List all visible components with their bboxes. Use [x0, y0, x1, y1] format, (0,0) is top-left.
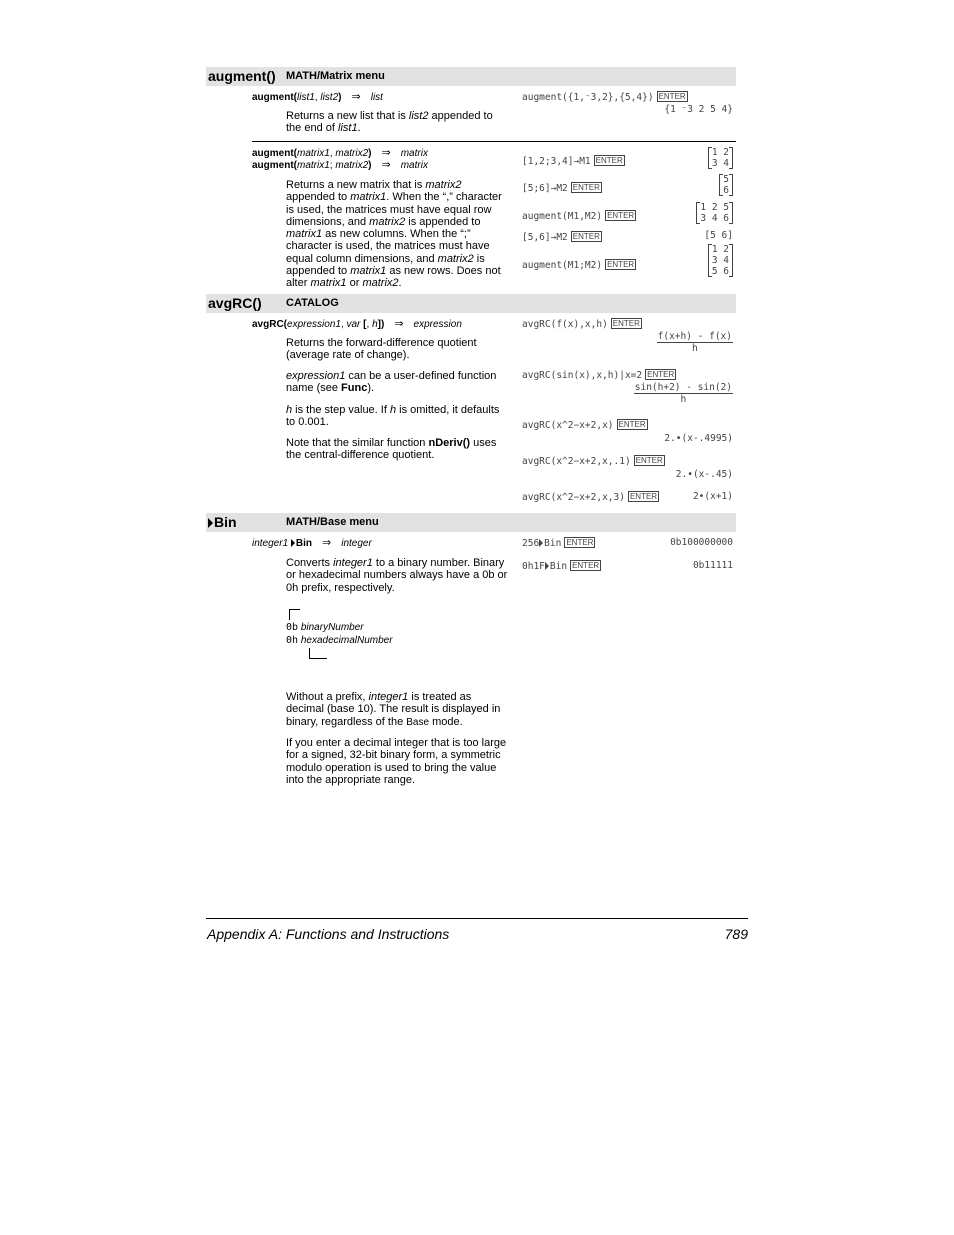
page-number: 789 — [724, 926, 748, 942]
implies-arrow-icon: ⇒ — [322, 537, 332, 549]
bracket-bottom-icon — [309, 648, 327, 659]
example-line: avgRC(sin(x),x,h)|x=2 ENTER — [522, 370, 675, 381]
description-avgrc-p1: Returns the forward-difference quotient (average rate of change). — [286, 337, 477, 362]
description-avgrc-p3: h is the step value. If h is omitted, it defaults to 0.001. — [286, 404, 500, 429]
enter-key-icon: ENTER — [572, 561, 600, 570]
example-line: [5;6]→M2 ENTER — [522, 183, 600, 194]
prefix-hex: 0h hexadecimalNumber — [286, 635, 393, 646]
convert-triangle-icon — [291, 539, 295, 547]
enter-key-icon: ENTER — [658, 92, 686, 101]
example-line: avgRC(x^2−x+2,x,3) ENTER — [522, 492, 658, 503]
syntax-augment-matrix-cols: augment(matrix1, matrix2) ⇒ matrix — [252, 147, 428, 159]
example-line: 0h1F Bin ENTER — [522, 561, 600, 572]
section-header-augment — [206, 67, 736, 86]
description-bin-p1: Converts integer1 to a binary number. Binary or hexadecimal numbers always have a 0b or 0h prefix, respectively. — [286, 557, 508, 594]
section-header-bin — [206, 513, 736, 532]
example-line: avgRC(x^2−x+2,x,.1) ENTER — [522, 456, 663, 467]
result-matrix: 1 2 3 4 5 6 — [708, 244, 733, 277]
menu-path: CATALOG — [286, 297, 339, 309]
enter-key-icon: ENTER — [647, 370, 675, 379]
result-value: 0b100000000 — [670, 537, 733, 548]
implies-arrow-icon: ⇒ — [381, 159, 391, 171]
example-line: augment(M1;M2) ENTER — [522, 260, 635, 271]
footer-title: Appendix A: Functions and Instructions — [207, 926, 450, 942]
enter-key-icon: ENTER — [612, 319, 640, 328]
syntax-augment-matrix-rows: augment(matrix1; matrix2) ⇒ matrix — [252, 159, 428, 171]
syntax-augment-list: augment(list1, list2) ⇒ list — [252, 91, 383, 103]
enter-key-icon: ENTER — [566, 538, 594, 547]
divider — [252, 141, 736, 142]
example-line: augment(M1,M2) ENTER — [522, 211, 635, 222]
result-value: 2.•(x-.4995) — [664, 433, 733, 444]
footer-rule — [206, 918, 748, 919]
result-value: 0b11111 — [692, 560, 733, 571]
result-fraction: $\frac{\sin(h+2) - \sin(2)}{h}$ — [634, 382, 732, 405]
example-line: [1,2;3,4]→M1 ENTER — [522, 156, 623, 167]
function-name: augment() — [208, 68, 276, 84]
enter-key-icon: ENTER — [572, 232, 600, 241]
result-fraction: $\frac{f(x+h) - f(x)}{h}$ — [657, 331, 732, 354]
result-matrix: 1 2 3 4 — [708, 147, 733, 169]
result-matrix: 1 2 5 3 4 6 — [696, 202, 733, 224]
syntax-avgrc: avgRC(expression1, var [, h]) ⇒ expression — [252, 318, 462, 330]
example-line: avgRC(x^2−x+2,x) ENTER — [522, 420, 646, 431]
enter-key-icon: ENTER — [607, 260, 635, 269]
implies-arrow-icon: ⇒ — [394, 318, 404, 330]
description-bin-p3: If you enter a decimal integer that is too large for a signed, 32-bit binary form, a symmetric modulo operation is used to bring the value into the appropriate range. — [286, 737, 507, 786]
result-augment-list: {1 ⁻3 2 5 4} — [664, 104, 733, 115]
implies-arrow-icon: ⇒ — [351, 91, 361, 103]
enter-key-icon: ENTER — [595, 156, 623, 165]
menu-path: MATH/Base menu — [286, 516, 379, 528]
enter-key-icon: ENTER — [572, 183, 600, 192]
convert-triangle-icon — [545, 562, 549, 570]
menu-path: MATH/Matrix menu — [286, 70, 385, 82]
result-value: 2•(x+1) — [692, 491, 733, 502]
convert-triangle-icon — [539, 539, 543, 547]
description-augment-list: Returns a new list that is list2 appended to the end of list1. — [286, 110, 493, 135]
bracket-top-icon — [289, 609, 300, 620]
function-name: avgRC() — [208, 295, 262, 311]
enter-key-icon: ENTER — [618, 420, 646, 429]
enter-key-icon: ENTER — [607, 211, 635, 220]
enter-key-icon: ENTER — [629, 492, 658, 501]
example-augment-list: augment({1,⁻3,2},{5,4}) ENTER — [522, 92, 686, 103]
prefix-binary: 0b binaryNumber — [286, 622, 364, 633]
description-avgrc-p2: expression1 can be a user-defined function name (see Func). — [286, 370, 497, 395]
section-header-avgrc — [206, 294, 736, 313]
description-avgrc-p4: Note that the similar function nDeriv() uses the central-difference quotient. — [286, 437, 497, 462]
description-bin-p2: Without a prefix, integer1 is treated as decimal (base 10). The result is displayed in binary, regardless of the Base mode. — [286, 691, 501, 728]
function-name: Bin — [208, 514, 237, 530]
result-value: 2.•(x-.45) — [675, 469, 733, 480]
result-matrix: 5 6 — [719, 174, 733, 196]
example-line: avgRC(f(x),x,h) ENTER — [522, 319, 640, 330]
description-augment-matrix: Returns a new matrix that is matrix2 appended to matrix1. When the “,” character is used, the matrices must have equal row dimensions, and matrix2 is appended to matrix1 as new columns. When the “;” character is used, the matrices must have equal column dimensions, and matrix2 is appended to matrix1 as new rows. Does not alter matrix1 or matrix2. — [286, 179, 502, 290]
enter-key-icon: ENTER — [635, 456, 663, 465]
example-line: 256 Bin ENTER — [522, 538, 594, 549]
result-row-vector: [5 6] — [704, 230, 733, 241]
convert-triangle-icon — [208, 518, 213, 528]
implies-arrow-icon: ⇒ — [381, 147, 391, 159]
syntax-bin: integer1 Bin ⇒ integer — [252, 537, 372, 549]
example-line: [5,6]→M2 ENTER — [522, 232, 600, 243]
